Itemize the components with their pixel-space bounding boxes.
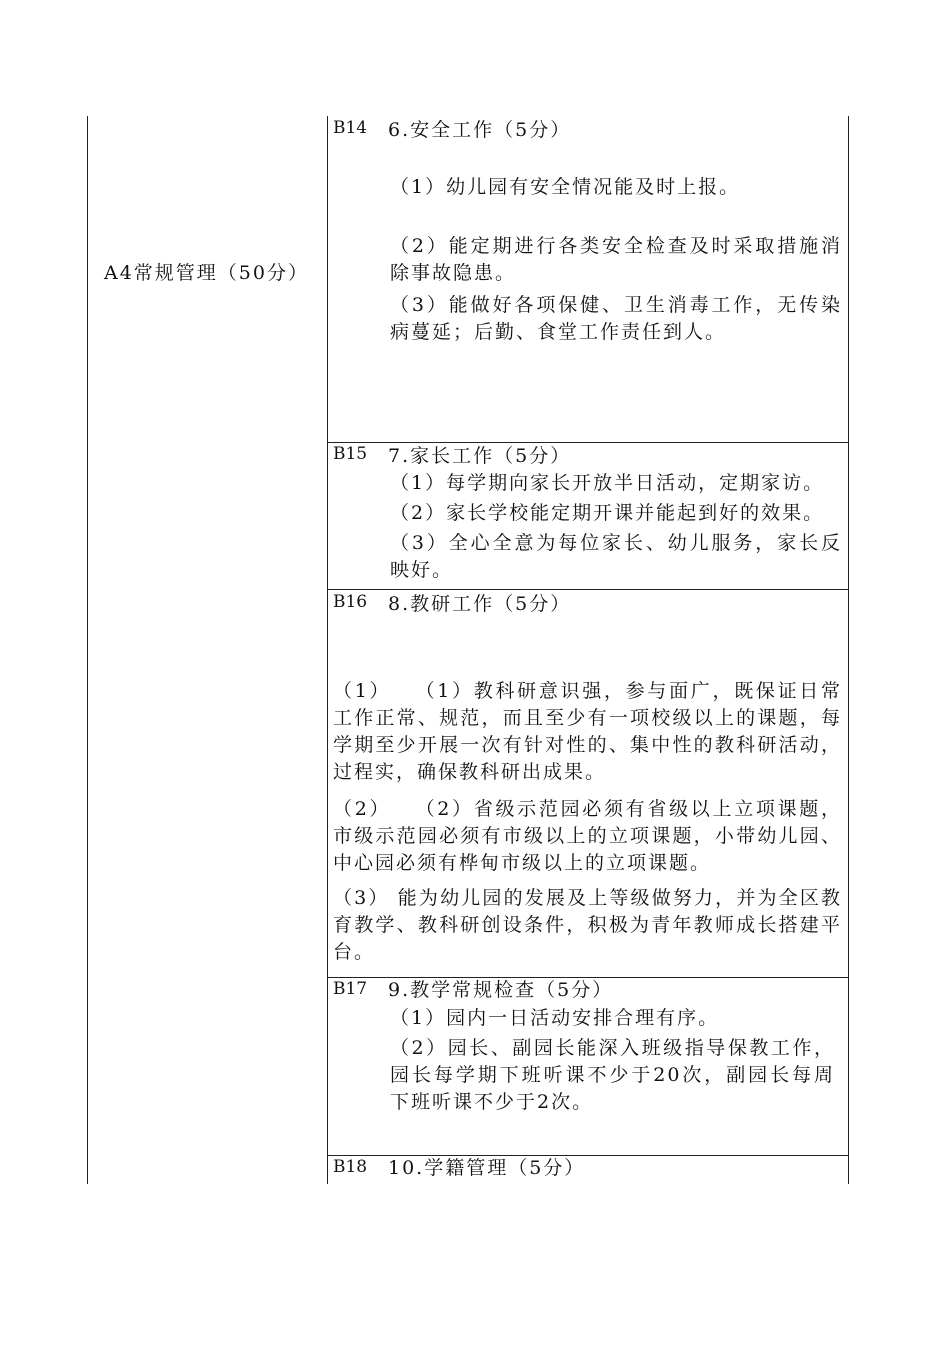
section-code: B15 xyxy=(333,444,368,464)
section-title: 6.安全工作（5分） xyxy=(388,119,572,141)
section-code: B16 xyxy=(333,592,368,612)
section-code: B14 xyxy=(333,118,368,138)
section-title: 10.学籍管理（5分） xyxy=(388,1157,586,1179)
section-code: B18 xyxy=(333,1157,368,1177)
section-item: （3） 能为幼儿园的发展及上等级做努力，并为全区教育教学、教科研创设条件，积极为青年教师成长搭建平台。 xyxy=(333,887,842,963)
section-item: （1）园内一日活动安排合理有序。 xyxy=(390,1007,720,1029)
section-title: 9.教学常规检查（5分） xyxy=(388,979,614,1001)
section-code: B17 xyxy=(333,979,368,999)
section-item: （2） （2）省级示范园必须有省级以上立项课题，市级示范园必须有市级以上的立项课题，小带幼儿园、中心园必须有桦甸市级以上的立项课题。 xyxy=(333,798,842,874)
section-title: 7.家长工作（5分） xyxy=(388,445,572,467)
section-item: （1） （1）教科研意识强，参与面广，既保证日常工作正常、规范，而且至少有一项校级以上的课题，每学期至少开展一次有针对性的、集中性的教科研活动，过程实，确保教科研出成果。 xyxy=(333,680,842,783)
section-item: （1）每学期向家长开放半日活动，定期家访。 xyxy=(390,472,825,494)
category-label: A4常规管理（50分） xyxy=(104,262,309,284)
section-item: （3）能做好各项保健、卫生消毒工作，无传染病蔓延；后勤、食堂工作责任到人。 xyxy=(390,294,842,343)
section-item: （2）能定期进行各类安全检查及时采取措施消除事故隐患。 xyxy=(390,235,842,284)
table-left-border xyxy=(87,116,88,1184)
column-divider xyxy=(327,116,328,1184)
section-item: （2）家长学校能定期开课并能起到好的效果。 xyxy=(390,502,825,524)
table-right-border xyxy=(848,116,849,1184)
section-item: （1）幼儿园有安全情况能及时上报。 xyxy=(390,176,741,198)
section-item: （2）园长、副园长能深入班级指导保教工作，园长每学期下班听课不少于20次，副园长每周下班听课不少于2次。 xyxy=(390,1037,835,1113)
section-title: 8.教研工作（5分） xyxy=(388,593,572,615)
section-item: （3）全心全意为每位家长、幼儿服务，家长反映好。 xyxy=(390,532,842,581)
